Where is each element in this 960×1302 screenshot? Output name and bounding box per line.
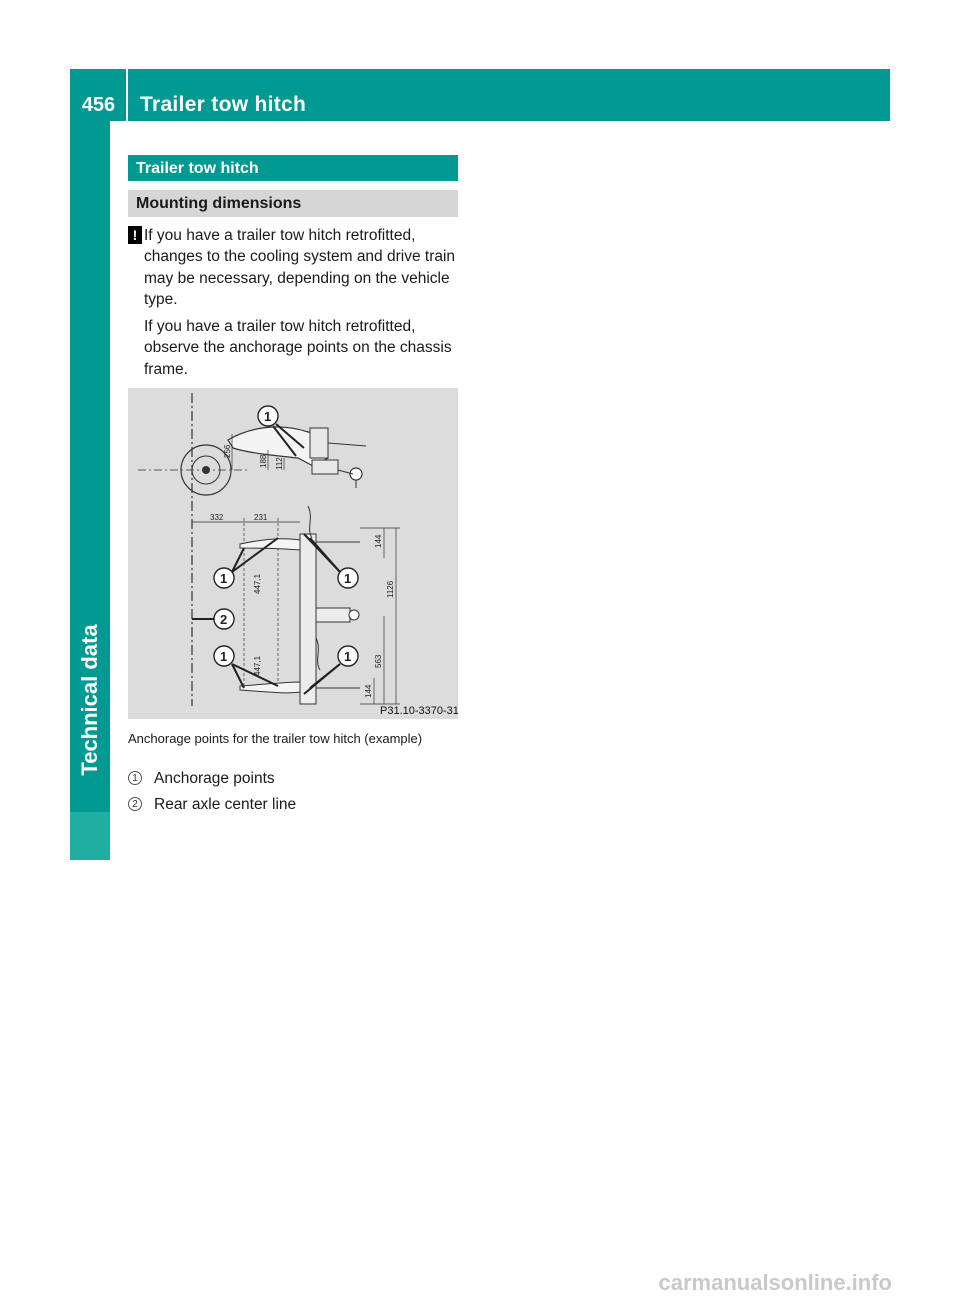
subsection-title: Mounting dimensions [136,195,302,212]
page-number: 456 [81,94,116,116]
anchorage-diagram [128,388,458,719]
side-tab-marker [70,812,110,860]
figure-caption: Anchorage points for the trailer tow hitch (example) [128,731,423,746]
dim-144-top: 144 [374,534,383,548]
side-tab-label [70,600,110,800]
dim-231: 231 [254,513,268,522]
warning-icon: ! [128,226,142,244]
header-title: Trailer tow hitch [140,93,307,116]
dim-1126: 1126 [386,580,395,598]
legend-text: Rear axle center line [154,796,297,813]
legend-marker: 2 [128,797,142,811]
subsection-title-bar [128,190,458,217]
dim-144-bottom: 144 [364,684,373,698]
callout-2: 2 [220,612,228,627]
watermark: carmanualsonline.info [658,1270,892,1295]
legend-item [128,768,458,790]
section-title: Trailer tow hitch [136,160,259,177]
dim-447-upper: 447,1 [253,573,262,594]
callout-1-right-lower: 1 [344,649,352,664]
figure-code: P31.10-3370-31 [380,705,458,717]
callout-1-top: 1 [264,409,272,424]
warning-paragraph: If you have a trailer tow hitch retrofitted, changes to the cooling system and drive train may be necessary, depending on the vehicle type. [144,227,456,308]
section-title-bar [128,155,458,181]
legend-text: Anchorage points [154,770,275,787]
dim-188: 188 [259,454,268,468]
legend-marker: 1 [128,771,142,785]
legend-item [128,794,458,816]
dim-447-lower: 447,1 [253,655,262,676]
warning-paragraph-2: If you have a trailer tow hitch retrofitted, observe the anchorage points on the chassis frame. [144,318,452,378]
dim-563: 563 [374,654,383,668]
callout-1-left-lower: 1 [220,649,228,664]
side-tab-text: Technical data [77,624,102,776]
dim-112: 112 [275,457,284,470]
callout-1-left-upper: 1 [220,571,228,586]
dim-256: 256 [223,444,232,458]
dim-332: 332 [210,513,224,522]
callout-1-right-upper: 1 [344,571,352,586]
header-divider [126,69,128,121]
